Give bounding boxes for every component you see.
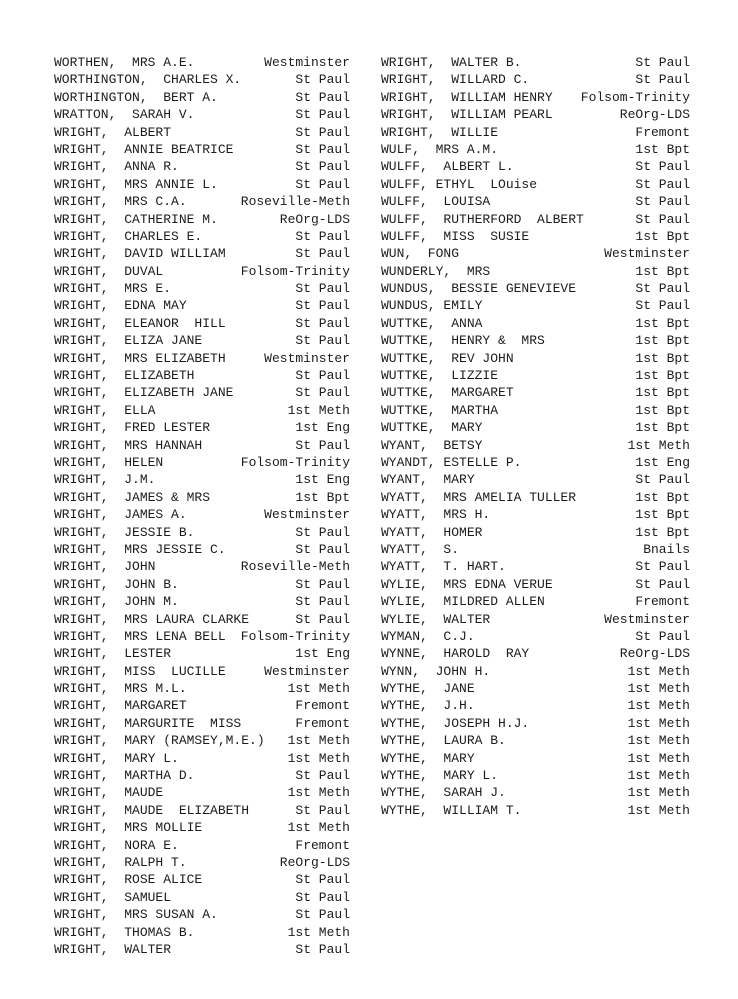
list-item	[381, 245, 690, 262]
list-item	[54, 106, 350, 123]
right-column-list	[381, 54, 690, 819]
list-item	[381, 645, 690, 662]
entry-church: St Paul	[635, 176, 690, 192]
entry-name: WRIGHT, DAVID WILLIAM	[54, 246, 226, 262]
list-item	[54, 437, 350, 454]
entry-church: St Paul	[295, 941, 350, 957]
entry-church: St Paul	[295, 298, 350, 314]
entry-name: WRIGHT, ELIZABETH	[54, 368, 195, 384]
list-item	[381, 297, 690, 314]
entry-name: WRIGHT, ELIZA JANE	[54, 333, 203, 349]
entry-name: WRIGHT, MRS M.L.	[54, 681, 187, 697]
entry-name: WRIGHT, JESSIE B.	[54, 524, 195, 540]
entry-name: WRIGHT, ELEANOR HILL	[54, 315, 226, 331]
entry-church: 1st Bpt	[635, 420, 690, 436]
list-item	[54, 889, 350, 906]
entry-church: 1st Meth	[627, 733, 690, 749]
entry-name: WRIGHT, NORA E.	[54, 837, 179, 853]
list-item	[381, 784, 690, 801]
entry-name: WYATT, S.	[381, 541, 460, 557]
list-item	[381, 524, 690, 541]
entry-church: St Paul	[295, 246, 350, 262]
entry-church: St Paul	[295, 385, 350, 401]
entry-name: WRIGHT, JOHN M.	[54, 594, 179, 610]
entry-name: WYMAN, C.J.	[381, 628, 475, 644]
list-item	[54, 71, 350, 88]
entry-name: WULFF, MISS SUSIE	[381, 228, 530, 244]
entry-name: WUTTKE, ANNA	[381, 315, 483, 331]
list-item	[54, 158, 350, 175]
entry-church: 1st Eng	[295, 420, 350, 436]
entry-name: WRIGHT, JOHN	[54, 559, 156, 575]
list-item	[381, 106, 690, 123]
list-item	[54, 367, 350, 384]
entry-church: St Paul	[635, 194, 690, 210]
entry-church: Westminster	[604, 246, 690, 262]
entry-church: Westminster	[264, 663, 350, 679]
entry-church: Fremont	[635, 594, 690, 610]
entry-church: St Paul	[295, 176, 350, 192]
list-item	[381, 141, 690, 158]
list-item	[381, 454, 690, 471]
list-item	[381, 384, 690, 401]
entry-church: Westminster	[264, 350, 350, 366]
entry-church: St Paul	[295, 228, 350, 244]
entry-name: WYANT, BETSY	[381, 437, 483, 453]
entry-name: WRIGHT, MARY (RAMSEY,M.E.)	[54, 733, 265, 749]
list-item	[381, 89, 690, 106]
list-item	[54, 767, 350, 784]
entry-name: WUNDUS, BESSIE GENEVIEVE	[381, 281, 577, 297]
entry-church: 1st Meth	[627, 785, 690, 801]
entry-church: St Paul	[295, 107, 350, 123]
list-item	[54, 141, 350, 158]
entry-church: 1st Meth	[627, 698, 690, 714]
list-item	[54, 489, 350, 506]
list-item	[381, 193, 690, 210]
entry-name: WRIGHT, WILLIE	[381, 124, 499, 140]
entry-church: St Paul	[295, 541, 350, 557]
entry-name: WORTHINGTON, BERT A.	[54, 89, 218, 105]
entry-name: WULFF, ALBERT L.	[381, 159, 514, 175]
entry-name: WRIGHT, JAMES & MRS	[54, 489, 211, 505]
list-item	[54, 315, 350, 332]
list-item	[54, 506, 350, 523]
list-item	[54, 419, 350, 436]
entry-church: 1st Bpt	[635, 141, 690, 157]
entry-name: WRIGHT, SAMUEL	[54, 889, 172, 905]
entry-church: Fremont	[295, 715, 350, 731]
entry-church: Fremont	[295, 837, 350, 853]
list-item	[54, 697, 350, 714]
entry-church: Roseville-Meth	[240, 194, 350, 210]
entry-name: WRIGHT, DUVAL	[54, 263, 164, 279]
entry-church: St Paul	[635, 211, 690, 227]
list-item	[381, 158, 690, 175]
list-item	[54, 176, 350, 193]
entry-name: WYANDT, ESTELLE P.	[381, 454, 522, 470]
entry-name: WRIGHT, ELIZABETH JANE	[54, 385, 234, 401]
entry-name: WRIGHT, WALTER	[54, 941, 172, 957]
entry-name: WUNDUS, EMILY	[381, 298, 483, 314]
entry-church: St Paul	[295, 141, 350, 157]
list-item	[381, 750, 690, 767]
entry-name: WYTHE, WILLIAM T.	[381, 802, 522, 818]
list-item	[54, 350, 350, 367]
list-item	[54, 854, 350, 871]
entry-church: St Paul	[295, 524, 350, 540]
list-item	[54, 941, 350, 958]
entry-name: WRIGHT, MRS JESSIE C.	[54, 541, 226, 557]
entry-church: Fremont	[295, 698, 350, 714]
list-item	[381, 211, 690, 228]
entry-church: ReOrg-LDS	[279, 211, 350, 227]
entry-church: 1st Bpt	[635, 402, 690, 418]
list-item	[381, 663, 690, 680]
list-item	[54, 628, 350, 645]
list-item	[54, 715, 350, 732]
entry-name: WRIGHT, ROSE ALICE	[54, 872, 203, 888]
entry-church: 1st Bpt	[635, 315, 690, 331]
entry-church: St Paul	[295, 72, 350, 88]
entry-name: WUTTKE, HENRY & MRS	[381, 333, 545, 349]
list-item	[54, 332, 350, 349]
list-item	[54, 54, 350, 71]
entry-church: Fremont	[635, 124, 690, 140]
list-item	[54, 837, 350, 854]
entry-church: 1st Meth	[287, 402, 350, 418]
entry-church: St Paul	[635, 55, 690, 70]
entry-name: WRIGHT, WILLIAM HENRY	[381, 89, 553, 105]
list-item	[54, 228, 350, 245]
entry-church: St Paul	[295, 281, 350, 297]
entry-name: WYATT, MRS H.	[381, 507, 491, 523]
list-item	[54, 124, 350, 141]
entry-name: WRIGHT, ANNA R.	[54, 159, 179, 175]
list-item	[381, 54, 690, 71]
list-item	[54, 89, 350, 106]
entry-name: WULFF, RUTHERFORD ALBERT	[381, 211, 584, 227]
entry-name: WRIGHT, MARGARET	[54, 698, 187, 714]
entry-name: WRIGHT, LESTER	[54, 646, 172, 662]
list-item	[381, 332, 690, 349]
entry-name: WRIGHT, MAUDE ELIZABETH	[54, 802, 250, 818]
list-item	[381, 315, 690, 332]
list-item	[54, 576, 350, 593]
entry-church: 1st Bpt	[635, 507, 690, 523]
entry-name: WYNN, JOHN H.	[381, 663, 491, 679]
list-item	[54, 924, 350, 941]
list-item	[54, 263, 350, 280]
list-item	[54, 524, 350, 541]
entry-church: St Paul	[635, 559, 690, 575]
entry-church: Folsom-Trinity	[240, 454, 350, 470]
entry-church: Westminster	[264, 55, 350, 70]
entry-name: WRIGHT, MRS LENA BELL	[54, 628, 226, 644]
list-item	[381, 71, 690, 88]
entry-church: St Paul	[635, 628, 690, 644]
entry-name: WRIGHT, MISS LUCILLE	[54, 663, 226, 679]
entry-church: 1st Bpt	[635, 524, 690, 540]
list-item	[381, 611, 690, 628]
entry-church: Westminster	[604, 611, 690, 627]
list-item	[381, 124, 690, 141]
list-item	[54, 541, 350, 558]
list-item	[54, 593, 350, 610]
entry-church: 1st Meth	[287, 785, 350, 801]
entry-church: St Paul	[295, 124, 350, 140]
entry-church: 1st Eng	[295, 472, 350, 488]
entry-church: St Paul	[295, 611, 350, 627]
list-item	[381, 802, 690, 819]
list-item	[54, 297, 350, 314]
list-item	[54, 402, 350, 419]
entry-name: WRIGHT, EDNA MAY	[54, 298, 187, 314]
list-item	[381, 402, 690, 419]
list-item	[54, 611, 350, 628]
entry-church: 1st Meth	[627, 715, 690, 731]
entry-name: WRIGHT, WILLARD C.	[381, 72, 530, 88]
entry-name: WYATT, HOMER	[381, 524, 483, 540]
entry-name: WUN, FONG	[381, 246, 460, 262]
list-item	[381, 419, 690, 436]
list-item	[54, 558, 350, 575]
entry-name: WRIGHT, ANNIE BEATRICE	[54, 141, 234, 157]
entry-church: 1st Meth	[627, 663, 690, 679]
entry-name: WRIGHT, ELLA	[54, 402, 156, 418]
entry-name: WRIGHT, MRS MOLLIE	[54, 820, 203, 836]
list-item	[54, 280, 350, 297]
entry-name: WRIGHT, MRS LAURA CLARKE	[54, 611, 250, 627]
entry-church: Folsom-Trinity	[240, 628, 350, 644]
list-item	[381, 350, 690, 367]
entry-name: WRIGHT, MARGURITE MISS	[54, 715, 242, 731]
entry-name: WULFF, ETHYL LOuise	[381, 176, 538, 192]
entry-name: WRIGHT, MRS ANNIE L.	[54, 176, 218, 192]
entry-name: WUTTKE, LIZZIE	[381, 368, 499, 384]
list-item	[381, 628, 690, 645]
entry-church: St Paul	[295, 368, 350, 384]
entry-name: WYTHE, J.H.	[381, 698, 475, 714]
entry-name: WYTHE, LAURA B.	[381, 733, 506, 749]
entry-church: St Paul	[295, 89, 350, 105]
list-item	[54, 471, 350, 488]
list-item	[381, 437, 690, 454]
entry-name: WRIGHT, MRS C.A.	[54, 194, 187, 210]
entry-name: WYNNE, HAROLD RAY	[381, 646, 530, 662]
entry-name: WYTHE, MARY	[381, 750, 475, 766]
list-item	[54, 211, 350, 228]
entry-church: 1st Meth	[627, 750, 690, 766]
entry-church: St Paul	[295, 315, 350, 331]
entry-church: 1st Bpt	[635, 228, 690, 244]
entry-church: St Paul	[295, 907, 350, 923]
entry-name: WRATTON, SARAH V.	[54, 107, 195, 123]
list-item	[381, 558, 690, 575]
entry-name: WULF, MRS A.M.	[381, 141, 499, 157]
entry-church: St Paul	[295, 159, 350, 175]
entry-church: St Paul	[635, 159, 690, 175]
entry-church: Bnails	[643, 541, 690, 557]
entry-name: WRIGHT, FRED LESTER	[54, 420, 211, 436]
entry-church: Folsom-Trinity	[240, 263, 350, 279]
entry-name: WUTTKE, REV JOHN	[381, 350, 514, 366]
entry-church: 1st Bpt	[635, 350, 690, 366]
entry-church: St Paul	[635, 576, 690, 592]
entry-name: WRIGHT, MRS SUSAN A.	[54, 907, 218, 923]
entry-church: Westminster	[264, 507, 350, 523]
entry-name: WYLIE, MRS EDNA VERUE	[381, 576, 553, 592]
entry-church: 1st Meth	[287, 750, 350, 766]
entry-name: WYTHE, MARY L.	[381, 768, 499, 784]
entry-name: WRIGHT, MRS E.	[54, 281, 172, 297]
entry-name: WYLIE, WALTER	[381, 611, 491, 627]
entry-church: 1st Bpt	[635, 263, 690, 279]
entry-church: 1st Bpt	[635, 333, 690, 349]
list-item	[54, 663, 350, 680]
entry-name: WYTHE, JOSEPH H.J.	[381, 715, 530, 731]
list-item	[381, 593, 690, 610]
entry-name: WRIGHT, JOHN B.	[54, 576, 179, 592]
entry-church: 1st Meth	[287, 820, 350, 836]
entry-church: St Paul	[295, 333, 350, 349]
entry-name: WYANT, MARY	[381, 472, 475, 488]
entry-church: Roseville-Meth	[240, 559, 350, 575]
list-item	[381, 489, 690, 506]
entry-name: WRIGHT, ALBERT	[54, 124, 172, 140]
list-item	[54, 819, 350, 836]
entry-name: WRIGHT, J.M.	[54, 472, 156, 488]
list-item	[381, 541, 690, 558]
entry-church: Folsom-Trinity	[580, 89, 690, 105]
entry-church: 1st Meth	[627, 437, 690, 453]
entry-name: WYTHE, JANE	[381, 681, 475, 697]
list-item	[54, 454, 350, 471]
entry-church: 1st Meth	[627, 768, 690, 784]
entry-church: St Paul	[295, 768, 350, 784]
entry-church: 1st Meth	[287, 924, 350, 940]
entry-name: WRIGHT, MAUDE	[54, 785, 164, 801]
entry-church: 1st Meth	[627, 681, 690, 697]
entry-name: WRIGHT, CHARLES E.	[54, 228, 203, 244]
list-item	[381, 576, 690, 593]
list-item	[381, 680, 690, 697]
entry-name: WUTTKE, MARY	[381, 420, 483, 436]
list-item	[54, 871, 350, 888]
entry-name: WULFF, LOUISA	[381, 194, 491, 210]
entry-church: ReOrg-LDS	[619, 646, 690, 662]
entry-name: WORTHINGTON, CHARLES X.	[54, 72, 242, 88]
entry-name: WYATT, MRS AMELIA TULLER	[381, 489, 577, 505]
entry-church: ReOrg-LDS	[619, 107, 690, 123]
entry-church: St Paul	[295, 594, 350, 610]
entry-name: WRIGHT, CATHERINE M.	[54, 211, 218, 227]
list-item	[381, 767, 690, 784]
entry-church: St Paul	[635, 298, 690, 314]
entry-church: ReOrg-LDS	[279, 854, 350, 870]
entry-name: WRIGHT, MARY L.	[54, 750, 179, 766]
list-item	[381, 506, 690, 523]
entry-name: WYLIE, MILDRED ALLEN	[381, 594, 545, 610]
list-item	[54, 645, 350, 662]
list-item	[54, 732, 350, 749]
list-item	[54, 750, 350, 767]
list-item	[54, 784, 350, 801]
list-item	[381, 697, 690, 714]
entry-name: WRIGHT, JAMES A.	[54, 507, 187, 523]
list-item	[54, 245, 350, 262]
entry-name: WRIGHT, MRS ELIZABETH	[54, 350, 226, 366]
entry-church: 1st Meth	[287, 733, 350, 749]
entry-church: St Paul	[635, 472, 690, 488]
entry-name: WRIGHT, MARTHA D.	[54, 768, 195, 784]
entry-name: WRIGHT, WILLIAM PEARL	[381, 107, 553, 123]
entry-church: 1st Bpt	[295, 489, 350, 505]
entry-church: 1st Meth	[287, 681, 350, 697]
list-item	[54, 384, 350, 401]
entry-name: WRIGHT, RALPH T.	[54, 854, 187, 870]
list-item	[54, 193, 350, 210]
entry-name: WRIGHT, MRS HANNAH	[54, 437, 203, 453]
entry-church: St Paul	[635, 281, 690, 297]
entry-church: 1st Meth	[627, 802, 690, 818]
entry-church: St Paul	[635, 72, 690, 88]
entry-church: St Paul	[295, 802, 350, 818]
entry-name: WRIGHT, THOMAS B.	[54, 924, 195, 940]
entry-name: WUTTKE, MARGARET	[381, 385, 514, 401]
left-column-list	[54, 54, 350, 958]
entry-church: St Paul	[295, 889, 350, 905]
list-item	[381, 176, 690, 193]
entry-church: St Paul	[295, 576, 350, 592]
list-item	[381, 471, 690, 488]
list-item	[381, 715, 690, 732]
list-item	[381, 732, 690, 749]
entry-name: WUTTKE, MARTHA	[381, 402, 499, 418]
entry-name: WORTHEN, MRS A.E.	[54, 55, 195, 70]
entry-name: WYTHE, SARAH J.	[381, 785, 506, 801]
entry-church: 1st Bpt	[635, 368, 690, 384]
list-item	[381, 280, 690, 297]
list-item	[381, 367, 690, 384]
entry-church: St Paul	[295, 437, 350, 453]
list-item	[54, 680, 350, 697]
entry-name: WUNDERLY, MRS	[381, 263, 491, 279]
list-item	[54, 802, 350, 819]
list-item	[381, 263, 690, 280]
entry-name: WRIGHT, WALTER B.	[381, 55, 522, 70]
list-item	[54, 906, 350, 923]
entry-name: WRIGHT, HELEN	[54, 454, 164, 470]
entry-church: 1st Bpt	[635, 489, 690, 505]
list-item	[381, 228, 690, 245]
entry-name: WYATT, T. HART.	[381, 559, 506, 575]
entry-church: St Paul	[295, 872, 350, 888]
entry-church: 1st Eng	[635, 454, 690, 470]
entry-church: 1st Eng	[295, 646, 350, 662]
entry-church: 1st Bpt	[635, 385, 690, 401]
